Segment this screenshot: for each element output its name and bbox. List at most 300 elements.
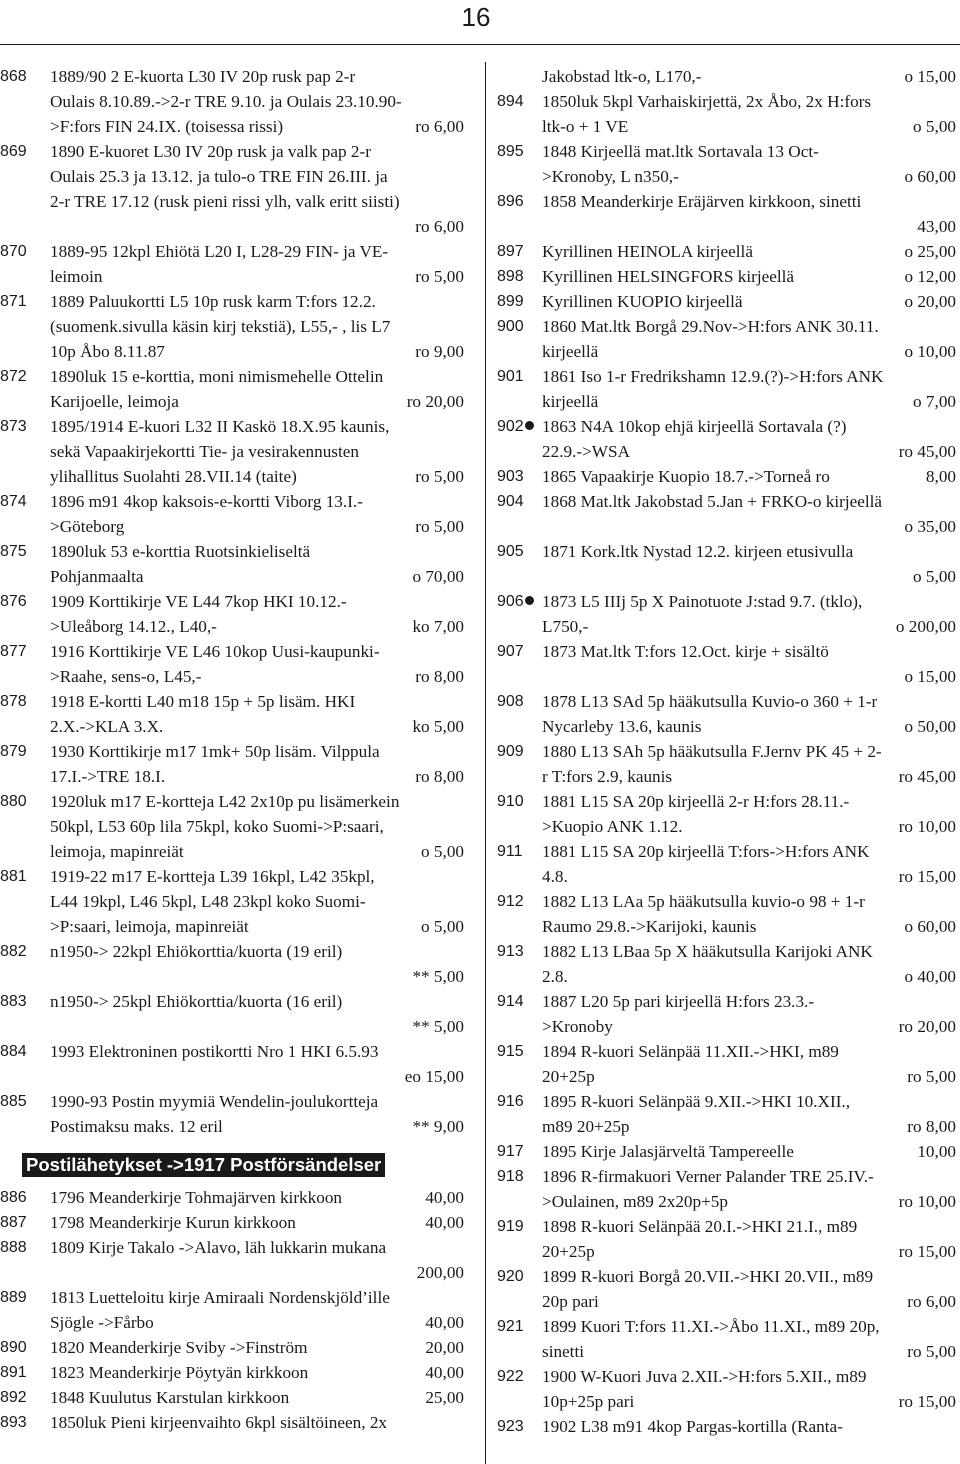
lot-description: [542, 364, 956, 414]
lot-description: [542, 314, 956, 364]
description-line: [50, 214, 464, 239]
lot-number: [497, 539, 542, 589]
lot-entry: [497, 239, 956, 264]
description-line: m89 20+25p ro 8,00: [542, 1114, 956, 1139]
lot-description: [50, 289, 464, 364]
lot-description: [50, 739, 464, 789]
lot-number: [0, 1185, 50, 1210]
description-line: 1881 L15 SA 20p kirjeellä 2-r H:fors 28.11.-: [542, 792, 850, 811]
description-line: 1916 Korttikirje VE L46 10kop Uusi-kaupunki-: [50, 642, 380, 661]
lot-number-text: 902: [497, 418, 524, 435]
lot-number: [497, 1214, 542, 1264]
description-line: 4.8. ro 15,00: [542, 864, 956, 889]
description-line: [50, 1064, 464, 1089]
lot-entry: [0, 139, 464, 239]
lot-number-text: 879: [0, 743, 27, 760]
lot-price: 40,00: [425, 1363, 464, 1382]
lot-number-text: 892: [0, 1389, 27, 1406]
lot-price: ro 10,00: [898, 1192, 956, 1211]
description-line: >F:fors FIN 24.IX. (toisessa rissi) ro 6,00: [50, 114, 464, 139]
description-line: Nycarleby 13.6, kaunis o 50,00: [542, 714, 956, 739]
lot-price: ** 5,00: [412, 1017, 464, 1036]
description-line: 20p pari ro 6,00: [542, 1289, 956, 1314]
lot-entry: [497, 789, 956, 839]
lot-price: o 200,00: [895, 617, 956, 636]
lot-entry: [0, 689, 464, 739]
lot-number-text: 907: [497, 643, 524, 660]
lot-number-text: 888: [0, 1239, 27, 1256]
description-line: 1858 Meanderkirje Eräjärven kirkkoon, sinetti: [542, 192, 862, 211]
section-heading: Postilähetykset ->1917 Postförsändelser: [22, 1153, 385, 1177]
lot-description: [542, 489, 956, 539]
description-line: Postimaksu maks. 12 eril ** 9,00: [50, 1114, 464, 1139]
lot-price: 25,00: [425, 1388, 464, 1407]
lot-entry: [497, 589, 956, 639]
description-line: >Kronoby, L n350,- o 60,00: [542, 164, 956, 189]
description-line: 20+25p ro 5,00: [542, 1064, 956, 1089]
lot-number: [497, 589, 542, 639]
lot-price: o 5,00: [913, 117, 956, 136]
description-line: 1896 R-firmakuori Verner Palander TRE 25.IV.-: [542, 1167, 874, 1186]
lot-description: [542, 64, 956, 89]
lot-number-text: 899: [497, 293, 524, 310]
description-line: [542, 564, 956, 589]
lot-price: ro 45,00: [898, 442, 956, 461]
lot-number: [497, 139, 542, 189]
description-line: L44 19kpl, L46 5kpl, L48 23kpl koko Suomi-: [50, 892, 366, 911]
description-line: [50, 1014, 464, 1039]
description-line: [542, 514, 956, 539]
lot-entry: [497, 364, 956, 414]
description-line: Kyrillinen HELSINGFORS kirjeellä o 12,00: [542, 264, 956, 289]
description-line: 1798 Meanderkirje Kurun kirkkoon 40,00: [50, 1210, 464, 1235]
lot-price: ** 9,00: [412, 1117, 464, 1136]
lot-number: [0, 1039, 50, 1089]
description-line: >Raahe, sens-o, L45,- ro 8,00: [50, 664, 464, 689]
lot-description: [50, 1285, 464, 1335]
lot-description: [50, 1235, 464, 1285]
lot-number-text: 922: [497, 1368, 524, 1385]
lot-number: [497, 689, 542, 739]
lot-description: [50, 1385, 464, 1410]
description-line: 1887 L20 5p pari kirjeellä H:fors 23.3.-: [542, 992, 815, 1011]
column-divider: [485, 62, 486, 1464]
lot-number: [0, 989, 50, 1039]
lot-number: [497, 1414, 542, 1439]
lot-description: [50, 1210, 464, 1235]
lot-number-text: 916: [497, 1093, 524, 1110]
lot-entry: [0, 989, 464, 1039]
lot-number: [497, 889, 542, 939]
lot-number-text: 894: [497, 93, 524, 110]
description-line: Pohjanmaalta o 70,00: [50, 564, 464, 589]
lot-description: [542, 1364, 956, 1414]
description-line: L750,- o 200,00: [542, 614, 956, 639]
lot-price: o 35,00: [904, 517, 956, 536]
lot-number-text: 904: [497, 493, 524, 510]
lot-description: [542, 1139, 956, 1164]
lot-number: [0, 1235, 50, 1285]
description-line: 1860 Mat.ltk Borgå 29.Nov->H:fors ANK 30.11.: [542, 317, 879, 336]
description-line: 1990-93 Postin myymiä Wendelin-joulukortteja: [50, 1092, 379, 1111]
lot-price: 40,00: [425, 1313, 464, 1332]
left-entry-list: [0, 64, 464, 1139]
lot-number-text: 876: [0, 593, 27, 610]
lot-price: o 7,00: [913, 392, 956, 411]
lot-price: ro 8,00: [907, 1117, 956, 1136]
lot-price: 8,00: [925, 467, 956, 486]
lot-entry: [497, 739, 956, 789]
bullet-icon: [525, 421, 534, 430]
lot-entry: [497, 939, 956, 989]
description-line: 50kpl, L53 60p lila 75kpl, koko Suomi->P:saari,: [50, 817, 384, 836]
lot-price: o 60,00: [904, 167, 956, 186]
header-rule: [0, 44, 960, 45]
lot-number: [0, 939, 50, 989]
lot-number-text: 875: [0, 543, 27, 560]
description-line: 1848 Kuulutus Karstulan kirkkoon 25,00: [50, 1385, 464, 1410]
lot-price: ro 20,00: [898, 1017, 956, 1036]
lot-number-text: 871: [0, 293, 27, 310]
lot-number-text: 880: [0, 793, 27, 810]
description-line: (suomenk.sivulla käsin kirj tekstiä), L55,- , lis L7: [50, 317, 391, 336]
lot-entry: [0, 1335, 464, 1360]
description-line: [50, 964, 464, 989]
lot-description: [50, 1335, 464, 1360]
description-line: 1796 Meanderkirje Tohmajärven kirkkoon 40,00: [50, 1185, 464, 1210]
lot-description: [50, 789, 464, 864]
lot-entry: [0, 939, 464, 989]
description-line: 1898 R-kuori Selänpää 20.I.->HKI 21.I., m89: [542, 1217, 858, 1236]
lot-number: [497, 489, 542, 539]
lot-number: [497, 789, 542, 839]
lot-number: [0, 1385, 50, 1410]
lot-number: [497, 1164, 542, 1214]
description-line: Kyrillinen HEINOLA kirjeellä o 25,00: [542, 239, 956, 264]
lot-price: o 20,00: [904, 292, 956, 311]
lot-number: [497, 64, 542, 89]
lot-number: [497, 1364, 542, 1414]
lot-entry: [497, 139, 956, 189]
lot-number-text: 906: [497, 593, 524, 610]
lot-number-text: 905: [497, 543, 524, 560]
lot-number-text: 900: [497, 318, 524, 335]
lot-entry: [497, 1164, 956, 1214]
lot-entry: [497, 1264, 956, 1314]
lot-description: [50, 939, 464, 989]
description-line: >Uleåborg 14.12., L40,- ko 7,00: [50, 614, 464, 639]
lot-entry: [0, 589, 464, 639]
description-line: >P:saari, leimoja, mapinreiät o 5,00: [50, 914, 464, 939]
lot-number: [497, 939, 542, 989]
lot-entry: [0, 639, 464, 689]
lot-number: [0, 539, 50, 589]
lot-entry: [0, 289, 464, 364]
lot-entry: [497, 1039, 956, 1089]
lot-entry: [0, 1185, 464, 1210]
section-entry-list: [0, 1185, 464, 1435]
lot-entry: [0, 789, 464, 864]
description-line: leimoja, mapinreiät o 5,00: [50, 839, 464, 864]
lot-number-text: 898: [497, 268, 524, 285]
lot-description: [542, 1089, 956, 1139]
description-line: 1895/1914 E-kuori L32 II Kaskö 18.X.95 kaunis,: [50, 417, 390, 436]
description-line: 1918 E-kortti L40 m18 15p + 5p lisäm. HKI: [50, 692, 356, 711]
right-entry-list: [497, 64, 956, 1439]
description-line: Kyrillinen KUOPIO kirjeellä o 20,00: [542, 289, 956, 314]
lot-number: [0, 64, 50, 139]
lot-description: [50, 864, 464, 939]
description-line: Raumo 29.8.->Karijoki, kaunis o 60,00: [542, 914, 956, 939]
lot-price: o 40,00: [904, 967, 956, 986]
description-line: 1863 N4A 10kop ehjä kirjeellä Sortavala (?): [542, 417, 847, 436]
lot-number-text: 914: [497, 993, 524, 1010]
lot-number: [0, 239, 50, 289]
lot-number-text: 917: [497, 1143, 524, 1160]
description-line: kirjeellä o 7,00: [542, 389, 956, 414]
lot-entry: [0, 1089, 464, 1139]
lot-price: ro 6,00: [415, 217, 464, 236]
lot-number-text: 884: [0, 1043, 27, 1060]
lot-number: [0, 139, 50, 239]
lot-price: 10,00: [917, 1142, 956, 1161]
lot-number-text: 923: [497, 1418, 524, 1435]
lot-price: ko 7,00: [412, 617, 464, 636]
description-line: r T:fors 2.9, kaunis ro 45,00: [542, 764, 956, 789]
lot-description: [542, 414, 956, 464]
lot-number: [0, 289, 50, 364]
lot-price: ro 5,00: [907, 1067, 956, 1086]
lot-description: [542, 289, 956, 314]
lot-price: o 15,00: [904, 667, 956, 686]
description-line: Karijoelle, leimoja ro 20,00: [50, 389, 464, 414]
description-line: 1809 Kirje Takalo ->Alavo, läh lukkarin mukana: [50, 1238, 387, 1257]
lot-price: 20,00: [425, 1338, 464, 1357]
description-line: 1993 Elektroninen postikortti Nro 1 HKI 6.5.93: [50, 1042, 379, 1061]
description-line: 1902 L38 m91 4kop Pargas-kortilla (Ranta-: [542, 1417, 843, 1436]
lot-description: [542, 1039, 956, 1089]
lot-price: ro 5,00: [415, 267, 464, 286]
lot-description: [50, 139, 464, 239]
description-line: 1930 Korttikirje m17 1mk+ 50p lisäm. Vilppula: [50, 742, 380, 761]
lot-number-text: 920: [497, 1268, 524, 1285]
lot-number: [497, 239, 542, 264]
lot-entry: [0, 414, 464, 489]
lot-number: [0, 689, 50, 739]
lot-description: [542, 739, 956, 789]
lot-number-text: 886: [0, 1189, 27, 1206]
lot-description: [542, 1264, 956, 1314]
lot-description: [50, 239, 464, 289]
description-line: 10p+25p pari ro 15,00: [542, 1389, 956, 1414]
lot-price: ro 45,00: [898, 767, 956, 786]
lot-number-text: 911: [497, 843, 523, 860]
lot-entry: [0, 864, 464, 939]
lot-number: [0, 1335, 50, 1360]
lot-number: [0, 639, 50, 689]
lot-number: [0, 739, 50, 789]
lot-description: [542, 1164, 956, 1214]
description-line: 1909 Korttikirje VE L44 7kop HKI 10.12.-: [50, 592, 347, 611]
lot-number-text: 881: [0, 868, 27, 885]
lot-number: [0, 1410, 50, 1435]
description-line: 1919-22 m17 E-kortteja L39 16kpl, L42 35kpl,: [50, 867, 375, 886]
lot-number: [497, 264, 542, 289]
lot-entry: [497, 539, 956, 589]
lot-number-text: 885: [0, 1093, 27, 1110]
lot-price: 43,00: [917, 217, 956, 236]
lot-number-text: 869: [0, 143, 27, 160]
lot-number-text: 921: [497, 1318, 524, 1335]
description-line: 2-r TRE 17.12 (rusk pieni rissi ylh, valk eritt siisti): [50, 192, 400, 211]
lot-price: o 60,00: [904, 917, 956, 936]
lot-price: ko 5,00: [412, 717, 464, 736]
lot-number-text: 887: [0, 1214, 27, 1231]
description-line: 2.8. o 40,00: [542, 964, 956, 989]
lot-entry: [497, 64, 956, 89]
lot-entry: [497, 264, 956, 289]
lot-entry: [497, 1089, 956, 1139]
lot-price: ro 5,00: [415, 517, 464, 536]
lot-description: [50, 1089, 464, 1139]
lot-number: [497, 289, 542, 314]
description-line: Oulais 25.3 ja 13.12. ja tulo-o TRE FIN 26.III. ja: [50, 167, 388, 186]
lot-price: ro 8,00: [415, 667, 464, 686]
left-column: [0, 64, 464, 1435]
lot-number: [0, 789, 50, 864]
lot-entry: [0, 489, 464, 539]
description-line: 1881 L15 SA 20p kirjeellä T:fors->H:fors ANK: [542, 842, 870, 861]
lot-number-text: 882: [0, 943, 27, 960]
lot-number-text: 919: [497, 1218, 524, 1235]
lot-description: [542, 464, 956, 489]
description-line: 1880 L13 SAh 5p hääkutsulla F.Jernv PK 45 + 2-: [542, 742, 882, 761]
description-line: ylihallitus Suolahti 28.VII.14 (taite) ro 5,00: [50, 464, 464, 489]
description-line: 20+25p ro 15,00: [542, 1239, 956, 1264]
lot-price: 40,00: [425, 1188, 464, 1207]
lot-number-text: 908: [497, 693, 524, 710]
description-line: 1868 Mat.ltk Jakobstad 5.Jan + FRKO-o kirjeellä: [542, 492, 883, 511]
lot-entry: [0, 239, 464, 289]
lot-entry: [497, 1414, 956, 1439]
lot-price: o 5,00: [421, 842, 464, 861]
description-line: 1865 Vapaakirje Kuopio 18.7.->Torneå ro 8,00: [542, 464, 956, 489]
lot-description: [50, 539, 464, 589]
lot-number-text: 890: [0, 1339, 27, 1356]
lot-number-text: 895: [497, 143, 524, 160]
lot-price: 200,00: [416, 1263, 464, 1282]
lot-number: [497, 464, 542, 489]
page-number: 16: [461, 2, 491, 32]
lot-number-text: 910: [497, 793, 524, 810]
description-line: 1899 R-kuori Borgå 20.VII.->HKI 20.VII., m89: [542, 1267, 874, 1286]
lot-description: [50, 1039, 464, 1089]
description-line: 1850luk Pieni kirjeenvaihto 6kpl sisältöineen, 2x: [50, 1413, 388, 1432]
description-line: 1889-95 12kpl Ehiötä L20 I, L28-29 FIN- ja VE-: [50, 242, 389, 261]
lot-number: [497, 1139, 542, 1164]
lot-price: o 5,00: [421, 917, 464, 936]
lot-entry: [497, 414, 956, 464]
lot-description: [50, 364, 464, 414]
lot-description: [542, 839, 956, 889]
description-line: >Oulainen, m89 2x20p+5p ro 10,00: [542, 1189, 956, 1214]
lot-description: [50, 64, 464, 139]
description-line: >Göteborg ro 5,00: [50, 514, 464, 539]
lot-description: [50, 489, 464, 539]
description-line: Sjögle ->Fårbo 40,00: [50, 1310, 464, 1335]
right-column: [497, 64, 956, 1439]
description-line: 1894 R-kuori Selänpää 11.XII.->HKI, m89: [542, 1042, 839, 1061]
lot-number: [0, 364, 50, 414]
description-line: [542, 664, 956, 689]
lot-entry: [497, 889, 956, 939]
lot-price: ro 6,00: [907, 1292, 956, 1311]
lot-entry: [497, 1214, 956, 1264]
description-line: 1882 L13 LBaa 5p X hääkutsulla Karijoki ANK: [542, 942, 873, 961]
description-line: sinetti ro 5,00: [542, 1339, 956, 1364]
description-line: >Kuopio ANK 1.12. ro 10,00: [542, 814, 956, 839]
lot-price: ro 8,00: [415, 767, 464, 786]
description-line: [50, 1260, 464, 1285]
lot-entry: [497, 189, 956, 239]
description-line: ltk-o + 1 VE o 5,00: [542, 114, 956, 139]
lot-entry: [497, 639, 956, 689]
lot-entry: [0, 1285, 464, 1335]
lot-description: [542, 1414, 956, 1439]
description-line: 1889/90 2 E-kuorta L30 IV 20p rusk pap 2-r: [50, 67, 356, 86]
lot-number-text: 913: [497, 943, 524, 960]
lot-number: [0, 489, 50, 539]
lot-description: [542, 639, 956, 689]
lot-number: [497, 414, 542, 464]
description-line: 1873 Mat.ltk T:fors 12.Oct. kirje + sisältö: [542, 642, 829, 661]
lot-price: ro 15,00: [898, 1392, 956, 1411]
lot-price: o 50,00: [904, 717, 956, 736]
lot-price: o 5,00: [913, 567, 956, 586]
lot-entry: [497, 1314, 956, 1364]
lot-entry: [497, 289, 956, 314]
lot-number-text: 872: [0, 368, 27, 385]
lot-price: o 15,00: [904, 67, 956, 86]
lot-description: [542, 264, 956, 289]
lot-number: [0, 1210, 50, 1235]
lot-number-text: 891: [0, 1364, 27, 1381]
lot-description: [50, 1360, 464, 1385]
description-line: 1882 L13 LAa 5p hääkutsulla kuvio-o 98 + 1-r: [542, 892, 865, 911]
lot-number-text: 870: [0, 243, 27, 260]
description-line: 1823 Meanderkirje Pöytyän kirkkoon 40,00: [50, 1360, 464, 1385]
lot-number-text: 903: [497, 468, 524, 485]
lot-entry: [0, 1235, 464, 1285]
lot-number: [0, 414, 50, 489]
description-line: 1861 Iso 1-r Fredrikshamn 12.9.(?)->H:fors ANK: [542, 367, 884, 386]
description-line: 1871 Kork.ltk Nystad 12.2. kirjeen etusivulla: [542, 542, 854, 561]
lot-entry: [497, 1364, 956, 1414]
lot-description: [542, 789, 956, 839]
lot-number-text: 877: [0, 643, 27, 660]
description-line: 1920luk m17 E-kortteja L42 2x10p pu lisämerkein: [50, 792, 400, 811]
lot-price: ** 5,00: [412, 967, 464, 986]
lot-number: [497, 1314, 542, 1364]
description-line: sekä Vapaakirjekortti Tie- ja vesirakennusten: [50, 442, 359, 461]
lot-number: [497, 839, 542, 889]
lot-entry: [497, 689, 956, 739]
lot-price: o 25,00: [904, 242, 956, 261]
lot-entry: [0, 1385, 464, 1410]
lot-price: ro 10,00: [898, 817, 956, 836]
lot-entry: [0, 364, 464, 414]
description-line: kirjeellä o 10,00: [542, 339, 956, 364]
